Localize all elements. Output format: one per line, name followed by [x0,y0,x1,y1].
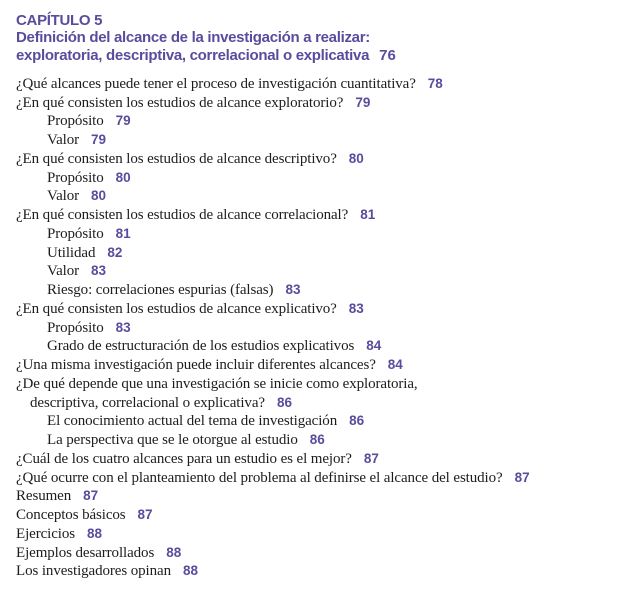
toc-entry-label: Propósito [47,225,104,242]
toc-entry-page-number: 87 [137,507,153,523]
toc-entry-page-number: 87 [514,469,530,485]
toc-entry-page-number: 81 [360,207,376,223]
toc-entry-label: ¿Cuál de los cuatro alcances para un estudio es el mejor? [16,450,352,467]
toc-entry [16,544,632,563]
toc-entry-page-number: 87 [83,488,99,504]
chapter-title-line-2 [16,47,632,64]
toc-entry-label: ¿En qué consisten los estudios de alcance descriptivo? [16,150,337,167]
toc-entry-label: ¿En qué consisten los estudios de alcance explicativo? [16,300,337,317]
toc-entry [16,525,632,544]
toc-entry [16,562,632,581]
toc-entry [16,112,632,131]
toc-entry-label: ¿En qué consisten los estudios de alcance exploratorio? [16,94,344,111]
toc-entry [16,262,632,281]
toc-entry-label: ¿Qué ocurre con el planteamiento del problema al definirse el alcance del estudio? [16,469,503,486]
toc-entry-label: Utilidad [47,244,96,261]
toc-entry-page-number: 80 [115,169,131,185]
toc-entry-page-number: 87 [363,450,379,466]
toc-entry [16,375,632,394]
toc-entry-page-number: 83 [348,300,364,316]
toc-entry-page-number: 86 [309,432,325,448]
toc-entry-page-number: 79 [91,132,107,148]
toc-entries [16,75,632,581]
toc-entry-page-number: 84 [387,357,403,373]
toc-entry [16,319,632,338]
chapter-label: CAPÍTULO 5 [16,12,103,29]
toc-entry-label: Ejercicios [16,525,75,542]
toc-entry [16,206,632,225]
toc-entry-label: Valor [47,132,79,149]
toc-entry-label: descriptiva, correlacional o explicativa? [30,394,265,411]
toc-entry-label: ¿Qué alcances puede tener el proceso de investigación cuantitativa? [16,75,416,92]
chapter-title-text: exploratoria, descriptiva, correlacional o explicativa [16,46,370,64]
toc-entry-label: Los investigadores opinan [16,563,171,580]
toc-entry [16,94,632,113]
toc-entry-label: El conocimiento actual del tema de investigación [47,413,338,430]
toc-entry-page-number: 83 [115,319,131,335]
toc-entry [16,131,632,150]
toc-entry-page-number: 88 [182,563,199,579]
toc-entry [16,300,632,319]
toc-entry [16,412,632,431]
toc-entry [16,187,632,206]
toc-entry [16,75,632,94]
toc-entry [16,431,632,450]
toc-entry-label: Propósito [47,319,104,336]
toc-entry-page-number: 79 [115,113,131,129]
toc-entry-label: Propósito [47,169,104,186]
toc-entry-label: ¿En qué consisten los estudios de alcance correlacional? [16,207,349,224]
toc-entry-page-number: 84 [366,338,382,354]
toc-entry [16,169,632,188]
toc-entry-page-number: 83 [91,263,107,279]
toc-entry-page-number: 80 [348,150,364,166]
toc-entry-page-number: 80 [91,188,107,204]
toc-entry-page-number: 88 [86,525,103,541]
toc-entry-page-number: 78 [427,75,443,91]
toc-entry [16,450,632,469]
chapter-title-line-1: Definición del alcance de la investigación a realizar: [16,29,370,47]
toc-entry-label: Propósito [47,113,104,130]
toc-entry [16,244,632,263]
toc-entry [16,469,632,488]
toc-entry [16,356,632,375]
toc-entry-label: ¿Una misma investigación puede incluir diferentes alcances? [16,357,376,374]
toc-entry-label: ¿De qué depende que una investigación se inicie como exploratoria, [16,375,418,392]
toc-entry-label: Ejemplos desarrollados [16,544,155,561]
toc-entry [16,281,632,300]
toc-entry-label: Valor [47,188,79,205]
toc-entry-page-number: 82 [107,244,123,260]
toc-entry [16,394,632,413]
chapter-header [16,12,632,64]
toc-entry [16,337,632,356]
chapter-page-number: 76 [379,46,396,64]
toc-entry-page-number: 79 [355,94,371,110]
toc-entry-page-number: 88 [166,544,182,560]
toc-entry-label: Riesgo: correlaciones espurias (falsas) [47,282,274,299]
toc-entry-page-number: 86 [276,394,292,410]
toc-entry-page-number: 81 [115,225,131,241]
toc-entry-label: La perspectiva que se le otorgue al estudio [47,432,298,449]
toc-entry-page-number: 83 [285,282,301,298]
toc-entry-label: Resumen [16,488,72,505]
toc-entry [16,150,632,169]
toc-entry-page-number: 86 [349,413,365,429]
toc-entry-label: Grado de estructuración de los estudios explicativos [47,338,355,355]
toc-entry [16,225,632,244]
toc-entry [16,506,632,525]
toc-entry-label: Conceptos básicos [16,507,126,524]
toc-entry [16,487,632,506]
toc-entry-label: Valor [47,263,79,280]
